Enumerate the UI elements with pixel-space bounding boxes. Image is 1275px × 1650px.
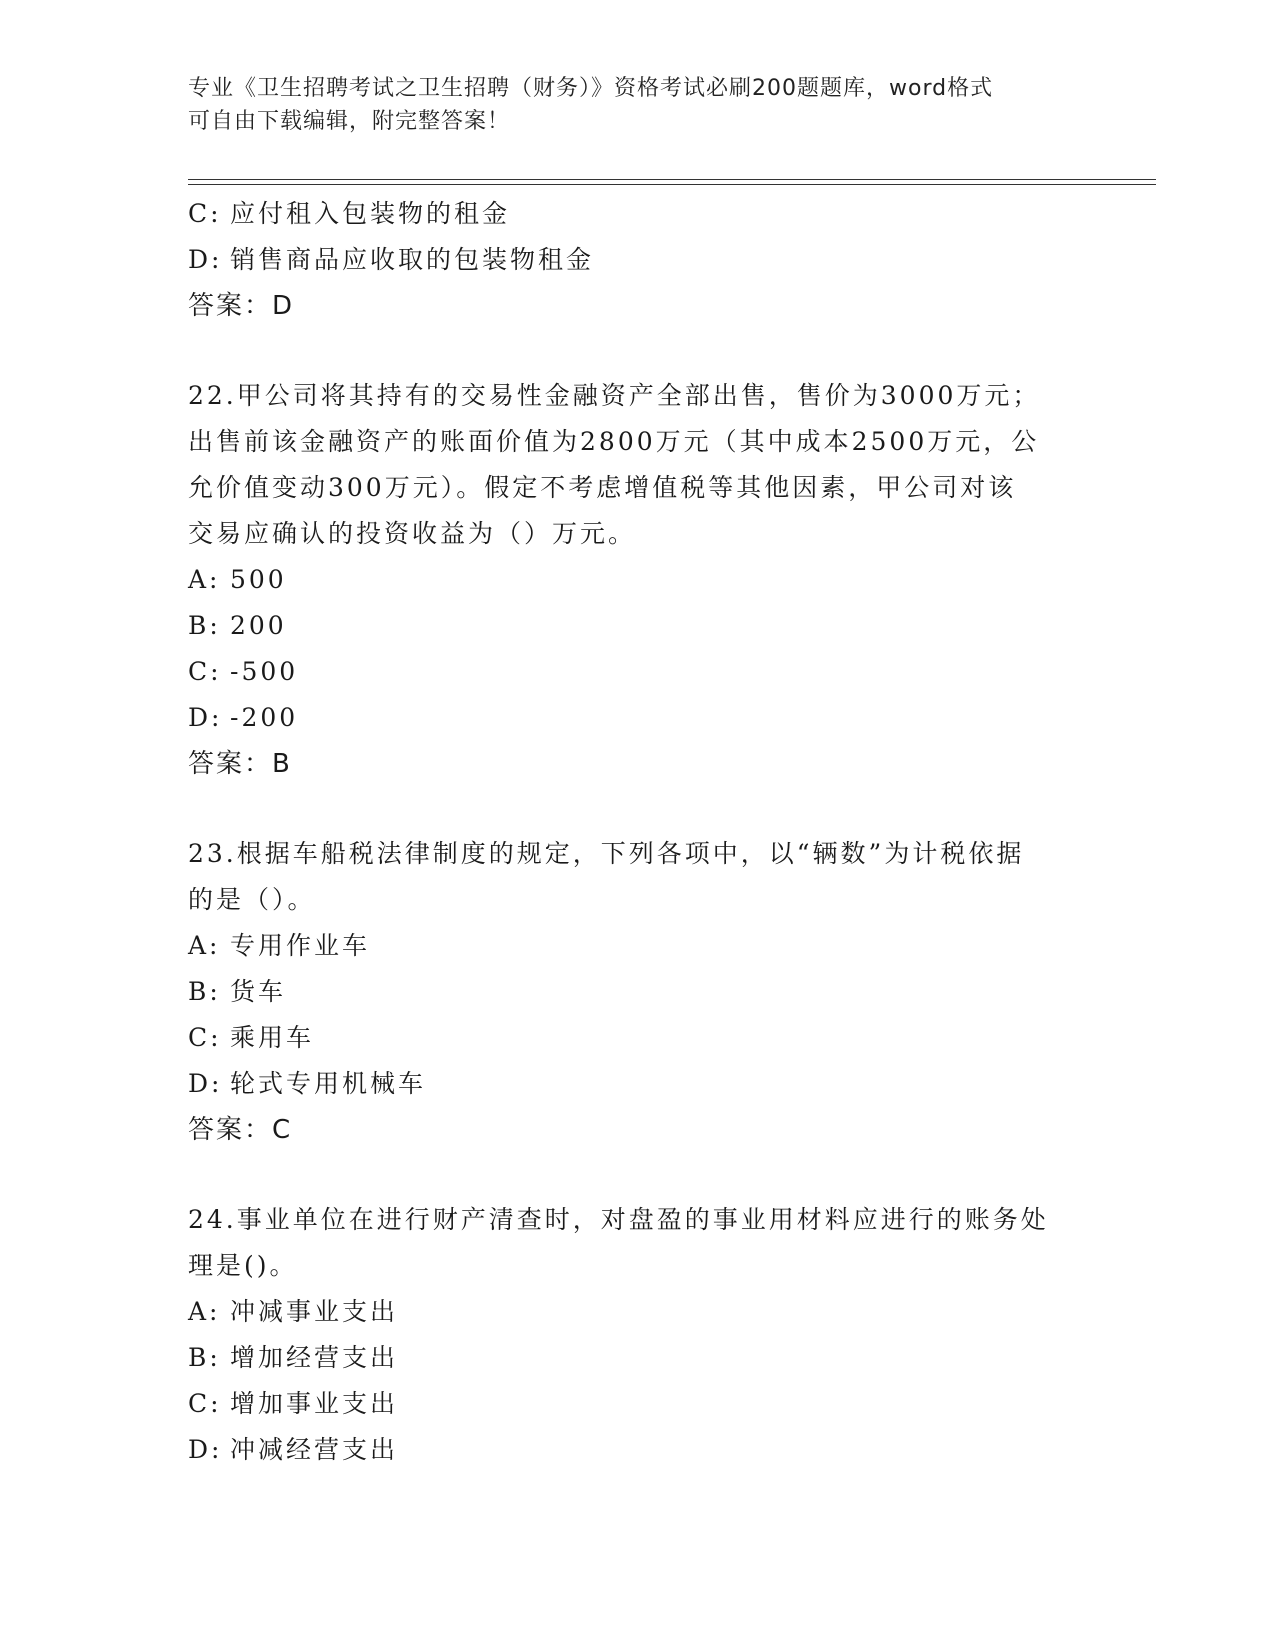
option-text: -500 — [230, 657, 299, 686]
option-c — [188, 191, 1088, 237]
option-d — [188, 237, 1088, 283]
option-text: 乘用车 — [230, 1023, 315, 1052]
question-line: 理是()。 — [188, 1251, 298, 1280]
question-line: 的是（）。 — [188, 885, 316, 914]
question-24 — [188, 1197, 1088, 1473]
question-line: 允价值变动300万元）。假定不考虑增值税等其他因素，甲公司对该 — [188, 473, 1017, 502]
option-key: C: — [188, 1023, 222, 1052]
question-line: 23.根据车船税法律制度的规定，下列各项中，以“辆数”为计税依据 — [188, 839, 1025, 868]
header-line-2: 可自由下载编辑，附完整答案！ — [188, 109, 511, 134]
option-a — [188, 557, 1088, 603]
option-key: B: — [188, 611, 221, 640]
question-line: 出售前该金融资产的账面价值为2800万元（其中成本2500万元，公 — [188, 427, 1040, 456]
question-23 — [188, 831, 1088, 1153]
option-d — [188, 1427, 1088, 1473]
option-key: B: — [188, 977, 221, 1006]
option-c — [188, 1381, 1088, 1427]
option-text: 应付租入包装物的租金 — [230, 199, 511, 228]
answer-line: 答案：D — [188, 291, 295, 321]
option-text: 500 — [230, 565, 287, 594]
document-body — [188, 191, 1088, 1473]
question-line: 24.事业单位在进行财产清查时，对盘盈的事业用材料应进行的账务处 — [188, 1205, 1049, 1234]
answer-line: 答案：B — [188, 749, 292, 779]
option-key: D: — [188, 703, 223, 732]
prev-question-tail — [188, 191, 1088, 329]
option-text: 专用作业车 — [230, 931, 371, 960]
option-c — [188, 649, 1088, 695]
header-rule-top — [188, 179, 1156, 180]
option-b — [188, 1335, 1088, 1381]
option-key: C: — [188, 657, 222, 686]
option-key: C: — [188, 1389, 222, 1418]
option-text: 冲减经营支出 — [230, 1435, 399, 1464]
option-key: A: — [188, 931, 221, 960]
option-text: -200 — [230, 703, 299, 732]
answer-line: 答案：C — [188, 1115, 293, 1145]
header-rule-bottom — [188, 184, 1156, 185]
option-text: 增加事业支出 — [230, 1389, 399, 1418]
option-text: 冲减事业支出 — [230, 1297, 399, 1326]
question-text — [188, 831, 1088, 923]
option-text: 增加经营支出 — [230, 1343, 399, 1372]
option-key: D: — [188, 1435, 223, 1464]
option-b — [188, 969, 1088, 1015]
option-key: D: — [188, 1069, 223, 1098]
question-text — [188, 1197, 1088, 1289]
option-d — [188, 1061, 1088, 1107]
option-b — [188, 603, 1088, 649]
question-22 — [188, 373, 1088, 787]
option-key: C: — [188, 199, 222, 228]
option-d — [188, 695, 1088, 741]
option-text: 销售商品应收取的包装物租金 — [230, 245, 595, 274]
option-text: 货车 — [230, 977, 287, 1006]
option-key: A: — [188, 1297, 221, 1326]
option-key: B: — [188, 1343, 221, 1372]
option-key: D: — [188, 245, 223, 274]
page-header — [188, 72, 1088, 138]
option-key: A: — [188, 565, 221, 594]
question-text — [188, 373, 1088, 557]
option-text: 轮式专用机械车 — [230, 1069, 427, 1098]
option-a — [188, 923, 1088, 969]
header-line-1: 专业《卫生招聘考试之卫生招聘（财务）》资格考试必刷200题题库，word格式 — [188, 76, 994, 101]
option-c — [188, 1015, 1088, 1061]
option-text: 200 — [230, 611, 287, 640]
option-a — [188, 1289, 1088, 1335]
question-line: 22.甲公司将其持有的交易性金融资产全部出售，售价为3000万元； — [188, 381, 1041, 410]
question-line: 交易应确认的投资收益为（）万元。 — [188, 519, 637, 548]
